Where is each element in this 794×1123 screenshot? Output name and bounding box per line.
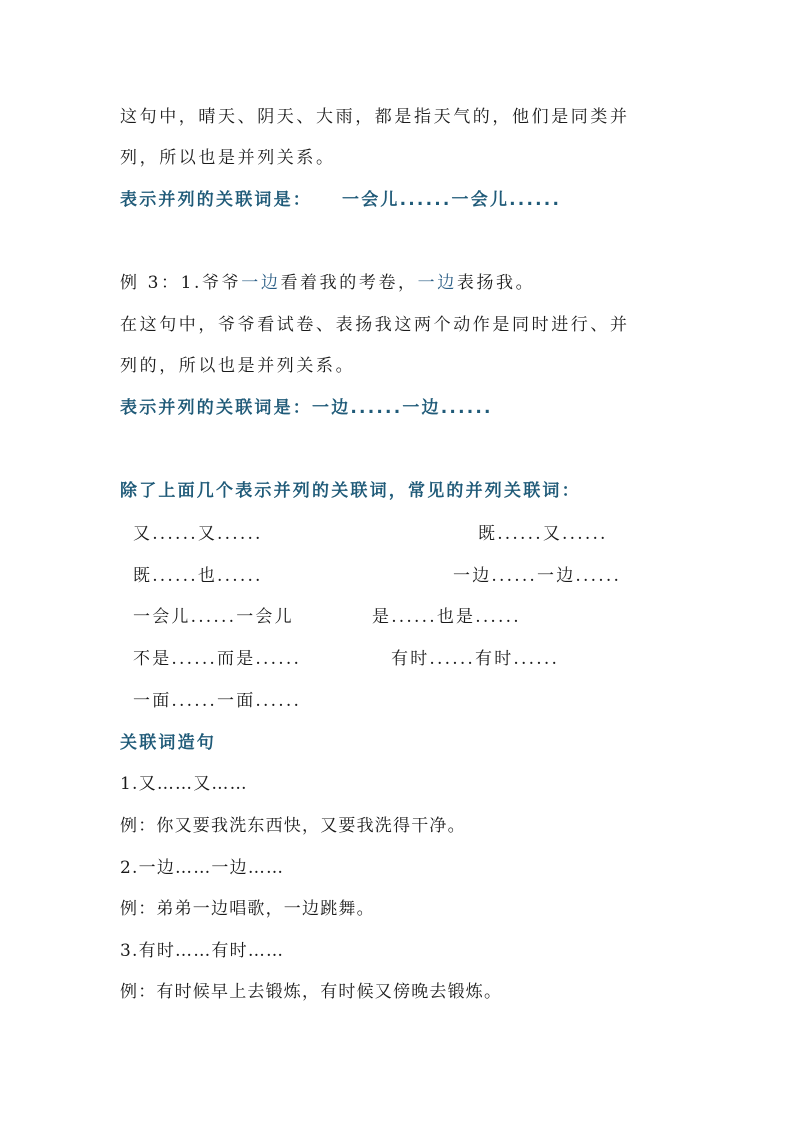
sentence-example: 例：弟弟一边唱歌，一边跳舞。 (120, 899, 375, 919)
sentence-pattern: 1.又……又…… (120, 774, 248, 794)
sentence-pattern: 2.一边……一边…… (120, 858, 285, 878)
conjunction-item: 既......又...... (478, 524, 608, 544)
paragraph-line: 列的，所以也是并列关系。 (120, 356, 356, 376)
heading-label: 表示并列的关联词是： (120, 190, 312, 210)
example-sentence (120, 272, 535, 294)
section-heading: 除了上面几个表示并列的关联词，常见的并列关联词： (120, 481, 581, 501)
conjunction-item: 一面......一面...... (133, 691, 302, 711)
example-prefix: 例 3：1.爷爷 (120, 273, 242, 293)
conjunction-item: 有时......有时...... (391, 649, 560, 669)
conjunction-item: 一边......一边...... (453, 566, 622, 586)
heading-value: 一会儿......一会儿...... (342, 190, 562, 210)
paragraph-line: 列，所以也是并列关系。 (120, 148, 336, 168)
sentence-pattern: 3.有时……有时…… (120, 941, 285, 961)
conjunction-item: 不是......而是...... (133, 649, 302, 669)
example-suffix: 表扬我。 (456, 273, 536, 293)
highlight-word: 一边 (417, 273, 457, 293)
sentence-example: 例：有时候早上去锻炼，有时候又傍晚去锻炼。 (120, 982, 503, 1002)
sentence-example: 例：你又要我洗东西快，又要我洗得干净。 (120, 816, 466, 836)
paragraph-line: 在这句中，爷爷看试卷、表扬我这两个动作是同时进行、并 (120, 315, 630, 335)
example-middle: 看着我的考卷， (280, 273, 418, 293)
conjunction-item: 一会儿......一会儿 (133, 607, 294, 627)
conjunction-item: 既......也...... (133, 566, 263, 586)
highlight-word: 一边 (241, 273, 281, 293)
section-heading: 关联词造句 (120, 733, 216, 753)
conjunction-heading (120, 189, 561, 211)
conjunction-item: 又......又...... (133, 524, 263, 544)
conjunction-item: 是......也是...... (372, 607, 521, 627)
paragraph-line: 这句中，晴天、阴天、大雨，都是指天气的，他们是同类并 (120, 107, 630, 127)
conjunction-heading: 表示并列的关联词是：一边......一边...... (120, 398, 493, 418)
